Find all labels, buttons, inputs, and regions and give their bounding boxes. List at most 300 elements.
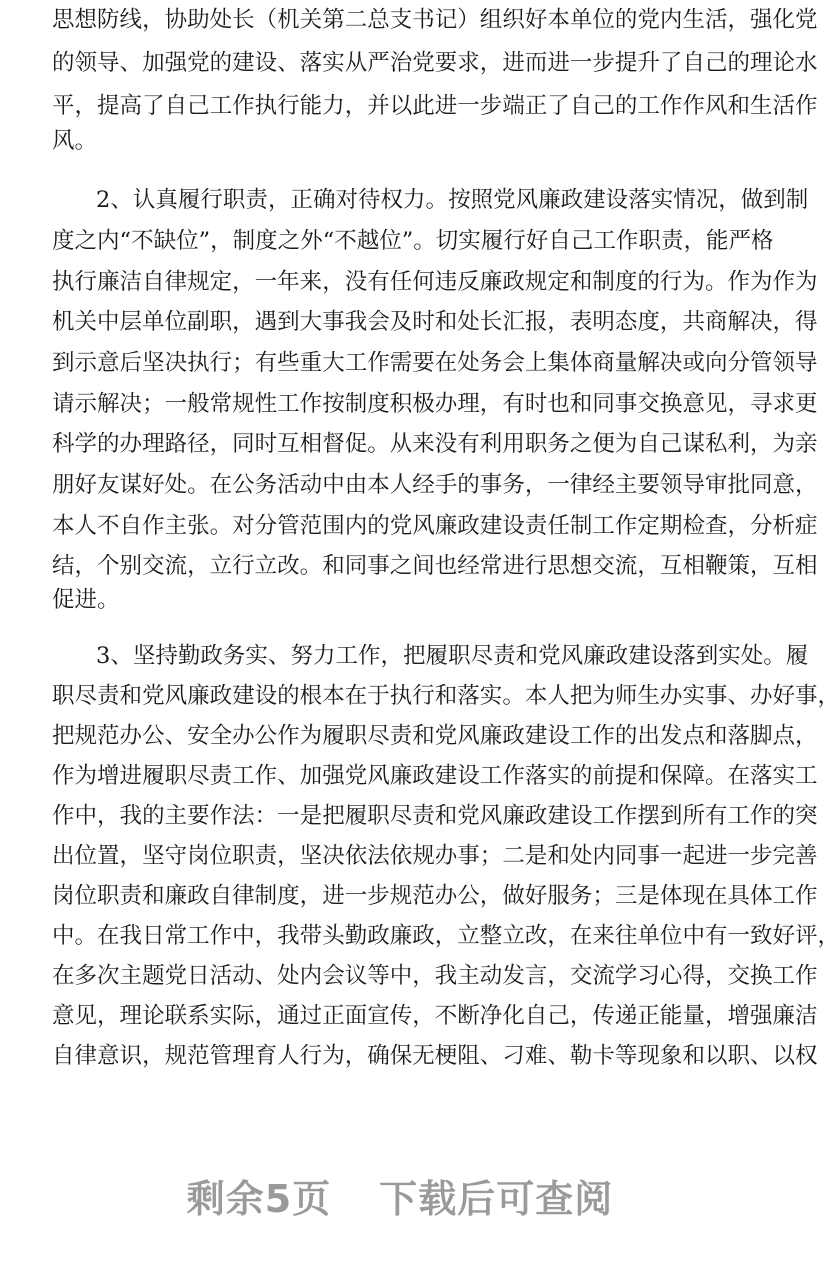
text-char: 政 (457, 513, 480, 539)
text-char: 间 (412, 553, 435, 579)
text-char: 、 (267, 643, 291, 669)
text-char: 做 (502, 883, 525, 909)
text-char: 报 (524, 309, 548, 335)
text-char: 管 (209, 1043, 233, 1069)
text-char: 规 (389, 883, 413, 909)
text-char: 为 (614, 431, 638, 457)
text-char: 落 (673, 643, 696, 669)
text-char: 行 (209, 350, 233, 376)
text-char: 行 (232, 553, 255, 579)
text-char: ， (187, 553, 210, 579)
text-char: 处 (740, 643, 764, 669)
text-line (52, 262, 818, 302)
text-char: 卡 (592, 1043, 615, 1069)
text-char: 示 (74, 391, 98, 417)
text-char: 和 (727, 93, 750, 119)
text-char: 在 (727, 763, 750, 789)
text-char: 我 (434, 963, 458, 989)
text-char: 落 (749, 763, 773, 789)
text-char: 制 (344, 391, 368, 417)
text-char: 到 (659, 803, 683, 829)
text-char: 和 (434, 683, 458, 709)
text-char: ， (718, 187, 741, 213)
text-char: 汇 (502, 309, 525, 335)
text-char: ” (198, 228, 211, 254)
text-char: 、 (110, 643, 133, 669)
text-char: 办 (119, 723, 143, 749)
text-char: 面 (344, 1003, 368, 1029)
text-char: 把 (52, 723, 75, 749)
text-char: 行 (659, 269, 683, 295)
text-char: 切 (435, 228, 459, 254)
text-char: 党 (412, 50, 435, 76)
text-char: 政 (502, 269, 525, 295)
text-char: 。 (763, 643, 786, 669)
text-char: 改 (277, 553, 300, 579)
text-line (52, 796, 818, 836)
text-char: 行 (299, 1043, 323, 1069)
text-char: 和 (637, 763, 660, 789)
text-char: 内 (344, 513, 368, 539)
text-char: 工 (335, 643, 358, 669)
text-char: 经 (457, 553, 480, 579)
text-char: 主 (119, 963, 143, 989)
text-char: 为 (74, 763, 98, 789)
text-char: 高 (119, 93, 143, 119)
text-char: 自 (637, 431, 660, 457)
text-char: 内 (97, 228, 120, 254)
text-char: 谋 (682, 431, 705, 457)
text-char: 的 (277, 683, 300, 709)
text-char: 度 (52, 228, 75, 254)
text-char: 职 (164, 763, 188, 789)
text-char: 发 (659, 723, 683, 749)
text-char: 尽 (389, 803, 413, 829)
text-char: 能 (299, 93, 323, 119)
text-char: 量 (682, 1003, 705, 1029)
text-char: 习 (637, 963, 660, 989)
text-char: 到 (277, 309, 300, 335)
text-char: 洁 (119, 269, 143, 295)
text-char: 友 (97, 472, 120, 498)
text-char: 端 (502, 93, 525, 119)
text-char: 互 (277, 431, 300, 457)
text-char: 生 (682, 7, 705, 33)
text-char: 理 (142, 431, 165, 457)
text-char: 、 (749, 1043, 773, 1069)
text-char: 般 (187, 391, 210, 417)
text-char: 善 (795, 843, 818, 869)
text-char: 一 (569, 50, 593, 76)
text-char: 作 (772, 269, 796, 295)
text-char: 立 (209, 553, 233, 579)
text-char: 体 (659, 883, 683, 909)
text-char: 落 (628, 187, 651, 213)
text-char: 利 (479, 431, 503, 457)
text-char: 。 (704, 763, 728, 789)
text-char: 保 (659, 763, 683, 789)
text-char: 理 (232, 1043, 255, 1069)
text-line (52, 86, 818, 126)
text-char: 范 (187, 1043, 210, 1069)
text-char: 检 (682, 513, 705, 539)
text-char: 尽 (470, 643, 494, 669)
text-char: 商 (704, 309, 728, 335)
text-char: 风 (164, 683, 188, 709)
text-char: 本 (367, 472, 390, 498)
text-char: 思 (52, 7, 75, 33)
text-char: 而 (524, 50, 548, 76)
text-char: ， (547, 923, 570, 949)
text-char: 一 (164, 391, 188, 417)
remaining-pages-label: 剩余5页 (186, 1177, 332, 1221)
text-char: 、 (254, 963, 278, 989)
text-char: 制 (254, 883, 278, 909)
text-char: 办 (434, 883, 458, 909)
text-char: ， (254, 1003, 278, 1029)
text-char: 要 (187, 803, 210, 829)
text-char: 策 (727, 553, 750, 579)
text-char: ， (569, 1003, 593, 1029)
text-char: 态 (614, 309, 638, 335)
text-char: 积 (389, 391, 413, 417)
text-char: 事 (614, 391, 638, 417)
text-char: 学 (614, 963, 638, 989)
text-char: 实 (245, 643, 268, 669)
text-char: 重 (299, 350, 323, 376)
text-char: 中 (52, 923, 75, 949)
text-char: 日 (187, 963, 210, 989)
text-char: 理 (119, 1003, 143, 1029)
text-char: 流 (164, 553, 188, 579)
text-char: 工 (569, 723, 593, 749)
text-char: 同 (614, 843, 638, 869)
text-char: 和 (434, 803, 458, 829)
text-char: 实 (547, 763, 570, 789)
text-char: 强 (164, 50, 188, 76)
text-char: 互 (772, 553, 796, 579)
text-char: 建 (583, 187, 606, 213)
text-char: 廉 (434, 513, 458, 539)
text-char: 理 (457, 391, 480, 417)
text-char: 私 (704, 431, 728, 457)
text-char: 副 (187, 309, 210, 335)
text-char: 头 (322, 923, 345, 949)
text-char: 升 (637, 50, 660, 76)
text-char: 于 (367, 683, 390, 709)
text-line (52, 506, 818, 546)
text-line (52, 756, 818, 796)
text-char: 起 (682, 843, 705, 869)
text-char: 利 (727, 431, 750, 457)
text-char: 的 (52, 50, 75, 76)
text-char: 执 (389, 683, 413, 709)
text-char: 立 (502, 923, 525, 949)
text-char: 政 (412, 763, 435, 789)
text-char: 没 (344, 269, 368, 295)
text-char: 任 (547, 513, 570, 539)
text-char: 一 (727, 843, 750, 869)
text-char: ， (119, 843, 143, 869)
text-char: 政 (209, 683, 233, 709)
text-char: 尽 (367, 723, 390, 749)
text-char: 动 (232, 963, 255, 989)
text-char: 活 (772, 93, 796, 119)
text-char: 工 (209, 93, 233, 119)
text-char: 责 (389, 723, 413, 749)
text-char: 别 (119, 553, 143, 579)
text-char: ， (434, 923, 458, 949)
text-char: 务 (254, 472, 278, 498)
text-line: 风。 (52, 128, 98, 154)
text-char: 明 (592, 309, 615, 335)
text-char: 意 (772, 472, 796, 498)
text-line (52, 465, 818, 505)
text-char: 摆 (637, 803, 660, 829)
text-char: 由 (344, 472, 368, 498)
text-char: 、 (547, 1043, 570, 1069)
text-char: 以 (389, 93, 413, 119)
text-line (52, 876, 818, 916)
text-char: ， (637, 553, 660, 579)
text-char: 洁 (795, 1003, 818, 1029)
text-char: 有 (254, 350, 278, 376)
text-char: 的 (614, 723, 638, 749)
text-char: 作 (659, 93, 683, 119)
text-char: 在 (704, 883, 728, 909)
text-char: 制 (592, 269, 615, 295)
text-char: 真 (155, 187, 178, 213)
text-char: 便 (592, 431, 615, 457)
text-char: 管 (749, 350, 773, 376)
text-char: ， (704, 963, 728, 989)
text-char: 强 (749, 1003, 773, 1029)
text-char: 责 (524, 513, 548, 539)
text-char: ， (479, 50, 503, 76)
text-line (52, 1036, 818, 1076)
text-char: 现 (637, 1043, 660, 1069)
text-char: 。 (704, 269, 728, 295)
text-char: 二 (344, 7, 368, 33)
text-char: 了 (142, 93, 165, 119)
text-char: 张 (187, 513, 210, 539)
text-char: 从 (389, 431, 413, 457)
text-char: 意 (52, 1003, 75, 1029)
text-char: 正 (290, 187, 313, 213)
text-char: 活 (209, 963, 233, 989)
text-char: 中 (682, 923, 705, 949)
text-char: 会 (322, 963, 345, 989)
text-char: 作 (727, 269, 750, 295)
text-char: 己 (659, 431, 683, 457)
text-char: 。 (413, 228, 436, 254)
text-char: 同 (749, 472, 773, 498)
text-char: 化 (502, 1003, 525, 1029)
text-char: 廉 (538, 187, 561, 213)
text-char: 商 (592, 350, 615, 376)
download-prompt[interactable] (0, 1168, 800, 1223)
text-char: 廉 (389, 923, 413, 949)
text-char: 和 (142, 883, 165, 909)
text-line (52, 916, 840, 956)
text-char: 加 (299, 763, 323, 789)
text-char: 责 (245, 187, 268, 213)
text-char: 作 (682, 93, 705, 119)
text-char: 律 (74, 1043, 98, 1069)
text-char: 之 (277, 228, 301, 254)
text-char: 协 (164, 7, 188, 33)
text-char: 立 (457, 923, 480, 949)
text-char: 一 (659, 843, 683, 869)
text-char: 动 (299, 472, 323, 498)
text-char: 好 (524, 7, 548, 33)
text-char: 行 (412, 683, 435, 709)
text-char: 位 (379, 228, 402, 254)
text-char: 法 (232, 803, 255, 829)
text-char: 作 (795, 883, 818, 909)
text-char: 脚 (749, 723, 773, 749)
text-char: 作 (52, 763, 75, 789)
text-char: 设 (569, 803, 593, 829)
text-char: 党 (434, 723, 458, 749)
text-char: 书 (412, 7, 435, 33)
text-char: 多 (74, 963, 98, 989)
text-char: 求 (772, 391, 796, 417)
text-char: 履 (425, 643, 449, 669)
text-char: 之 (569, 431, 593, 457)
text-char: 处 (457, 309, 480, 335)
text-char: 了 (547, 93, 570, 119)
text-char: 导 (97, 50, 120, 76)
text-char: 议 (344, 963, 368, 989)
text-char: 岗 (52, 883, 75, 909)
text-char: 进 (322, 883, 345, 909)
text-char: 全 (209, 723, 233, 749)
text-char: 力 (403, 187, 426, 213)
text-char: 务 (569, 883, 593, 909)
text-char: ， (772, 309, 796, 335)
text-char: 难 (524, 1043, 548, 1069)
text-char: 工 (593, 228, 616, 254)
text-char: 廉 (389, 763, 413, 789)
text-char: 径 (187, 431, 210, 457)
text-char: 同 (344, 553, 368, 579)
text-char: 勤 (177, 643, 201, 669)
text-char: 一 (547, 472, 570, 498)
text-char: 的 (614, 7, 638, 33)
text-char: 助 (187, 7, 210, 33)
text-char: 动 (479, 963, 503, 989)
text-char: 党 (493, 187, 516, 213)
text-char: 作 (299, 391, 323, 417)
text-char: 进 (502, 50, 525, 76)
text-char: 领 (659, 472, 683, 498)
text-char: 公 (457, 883, 480, 909)
text-char: 查 (704, 513, 728, 539)
text-char: 作 (232, 93, 255, 119)
text-char: 实 (650, 187, 674, 213)
text-char: 格 (751, 228, 774, 254)
text-char: 规 (412, 843, 435, 869)
text-char: 进 (434, 93, 458, 119)
text-char: 关 (74, 309, 98, 335)
text-char: 行 (200, 187, 223, 213)
text-char: 过 (299, 1003, 323, 1029)
text-char: 在 (569, 923, 593, 949)
text-char: 律 (232, 883, 255, 909)
text-char: 履 (142, 763, 165, 789)
text-char: 工 (479, 763, 503, 789)
text-char: 办 (434, 843, 458, 869)
text-char: 事 (637, 843, 660, 869)
text-char: ， (479, 391, 503, 417)
text-char: 第 (322, 7, 345, 33)
text-char: 位 (592, 7, 615, 33)
text-char: 现 (682, 883, 705, 909)
text-char: 岗 (187, 843, 210, 869)
text-char: 的 (457, 472, 480, 498)
text-char: 外 (300, 228, 323, 254)
text-char: 得 (682, 963, 705, 989)
text-char: 二 (502, 843, 525, 869)
text-char: 来 (412, 431, 435, 457)
text-char: 进 (119, 763, 143, 789)
text-char: 来 (592, 923, 615, 949)
text-char: 事 (457, 843, 480, 869)
text-char: 以 (704, 1043, 728, 1069)
text-char: 严 (367, 50, 390, 76)
text-char: 化 (772, 7, 796, 33)
text-char: 坚 (299, 843, 323, 869)
text-char: 处 (164, 472, 188, 498)
text-char: 论 (142, 1003, 165, 1029)
text-char: 政 (560, 187, 584, 213)
text-char: ， (254, 923, 278, 949)
text-char: 政 (200, 643, 223, 669)
text-char: 想 (569, 553, 593, 579)
text-char: 示 (74, 350, 98, 376)
text-char: 工 (772, 883, 796, 909)
text-char: 党 (538, 643, 561, 669)
text-char: 力 (312, 643, 336, 669)
text-char: 递 (614, 1003, 638, 1029)
text-char: 活 (704, 7, 728, 33)
text-char: 政 (502, 723, 525, 749)
text-char: 己 (704, 50, 728, 76)
text-char: 职 (524, 431, 548, 457)
text-char: 领 (772, 350, 796, 376)
text-char: 本 (547, 7, 570, 33)
text-char: ： (254, 803, 278, 829)
text-char: 作 (615, 228, 639, 254)
text-char: 廉 (164, 883, 188, 909)
text-char: 务 (222, 643, 246, 669)
text-line (52, 836, 818, 876)
text-char: 位 (164, 309, 188, 335)
text-char: 我 (119, 923, 143, 949)
text-char: 工 (187, 923, 210, 949)
text-line (52, 343, 818, 383)
text-char: 、 (119, 50, 143, 76)
text-char: 待 (358, 187, 381, 213)
text-char: 的 (209, 50, 233, 76)
text-char: 是 (299, 803, 323, 829)
text-char: 内 (659, 7, 683, 33)
text-char: 所 (682, 803, 705, 829)
text-char: 作 (52, 803, 75, 829)
text-char: 前 (592, 763, 615, 789)
text-char: 作 (142, 513, 165, 539)
